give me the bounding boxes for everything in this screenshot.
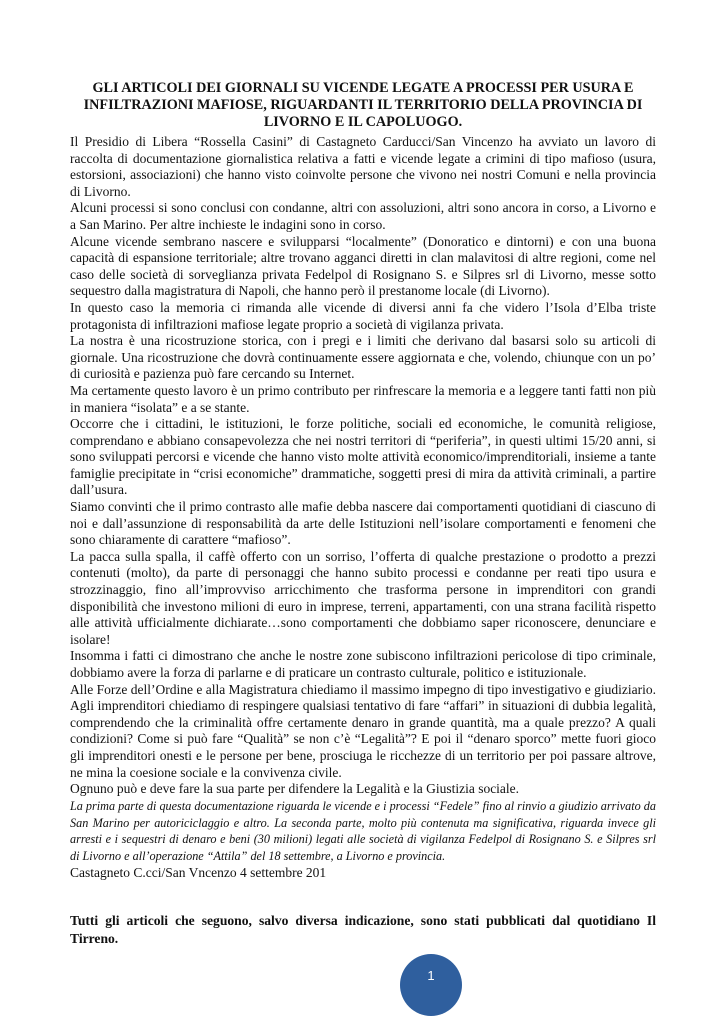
document-title: GLI ARTICOLI DEI GIORNALI SU VICENDE LEGATE A PROCESSI PER USURA E INFILTRAZIONI MAFIOSE, RIGUARDANTI IL TERRITORIO DELLA PROVINCIA DI LIVORNO E IL CAPOLUOGO. bbox=[83, 80, 643, 130]
paragraph: La nostra è una ricostruzione storica, con i pregi e i limiti che derivano dal basarsi solo su articoli di giornale. Una ricostruzione che dovrà continuamente essere aggiornata e che, volendo, chiunque con un po’ di curiosità e pazienza può fare cercando su Internet. bbox=[70, 333, 656, 382]
footer-note: Tutti gli articoli che seguono, salvo diversa indicazione, sono stati pubblicati dal quotidiano Il Tirreno. bbox=[70, 913, 656, 946]
paragraph: La pacca sulla spalla, il caffè offerto con un sorriso, l’offerta di qualche prestazione o prodotto a prezzi contenuti (molto), da parte di personaggi che hanno subito processi e condanne per reati tipo usura e strozzinaggio, fino all’improvviso arricchimento che trasforma persone in imprenditori con grandi disponibilità che investono milioni di euro in imprese, terreni, appartamenti, con una strana facilità rispetto alle attività ufficialmente dichiarate…sono comportamenti che dobbiamo saper riconoscere, denunciare e isolare! bbox=[70, 548, 656, 647]
page-number-badge bbox=[400, 954, 462, 1016]
page-number: 1 bbox=[427, 968, 435, 983]
signature-line: Castagneto C.cci/San Vncenzo 4 settembre 201 bbox=[70, 864, 327, 880]
paragraph: Alcuni processi si sono conclusi con condanne, altri con assoluzioni, altri sono ancora in corso, a Livorno e a San Marino. Per altre inchieste le indagini sono in corso. bbox=[70, 200, 656, 232]
document-body bbox=[70, 134, 656, 798]
paragraph: In questo caso la memoria ci rimanda alle vicende di diversi anni fa che videro l’Isola d’Elba triste protagonista di infiltrazioni mafiose legate proprio a società di vigilanza privata. bbox=[70, 299, 656, 332]
paragraph: Il Presidio di Libera “Rossella Casini” di Castagneto Carducci/San Vincenzo ha avviato un lavoro di raccolta di documentazione giornalistica relativa a fatti e vicende legate a crimini di tipo mafioso (usura, estorsioni, associazioni) che hanno visto coinvolte persone che vivono nei nostri Comuni e nella provincia di Livorno. bbox=[70, 134, 656, 199]
document-page bbox=[70, 80, 656, 882]
paragraph: Alle Forze dell’Ordine e alla Magistratura chiediamo il massimo impegno di tipo investigativo e giudiziario. bbox=[70, 681, 656, 697]
paragraph: Alcune vicende sembrano nascere e svilupparsi “localmente” (Donoratico e dintorni) e con una buona capacità di espansione territoriale; altre trovano agganci diretti in clan malavitosi di altre regioni, come nel caso delle società di sorveglianza privata Fedelpol di Rosignano S. e Silpres srl di Livorno, messe sotto sequestro dalla magistratura di Napoli, che hanno però il prestanome locale (di Livorno). bbox=[70, 233, 656, 299]
italic-note: La prima parte di questa documentazione riguarda le vicende e i processi “Fedele” fino al rinvio a giudizio arrivato da San Marino per autoriciclaggio e altro. La seconda parte, molto più contenuta ma significativa, riguarda invece gli arresti e i sequestri di denaro e beni (30 milioni) legati alle società di vigilanza Fedelpol di Rosignano S. e Silpres srl di Livorno e all’operazione “Attila” del 18 settembre, a Livorno e provincia. bbox=[70, 798, 656, 864]
paragraph: Agli imprenditori chiediamo di respingere qualsiasi tentativo di fare “affari” in situazioni di dubbia legalità, comprendendo che la criminalità offre certamente denaro in grande quantità, ma a quale prezzo? A quali condizioni? Come si può fare “Qualità” se non c’è “Legalità”? E poi il “denaro sporco” mette fuori gioco gli imprenditori onesti e le persone per bene, prosciuga le ricchezze di un territorio per poi passare altrove, ne mina la coesione sociale e la convivenza civile. bbox=[70, 698, 656, 780]
paragraph: Occorre che i cittadini, le istituzioni, le forze politiche, sociali ed economiche, le comunità religiose, comprendano e abbiano consapevolezza che nei nostri territori di “periferia”, in questi ultimi 15/20 anni, si sono sviluppati percorsi e vicende che hanno visto molte attività economico/imprenditoriali, insieme a tante famiglie precipitate in “crisi economiche” drammatiche, soggetti presi di mira da attività criminali, a partire dall’usura. bbox=[70, 416, 656, 498]
paragraph: Insomma i fatti ci dimostrano che anche le nostre zone subiscono infiltrazioni pericolose di tipo criminale, dobbiamo avere la forza di parlarne e di praticare un contrasto culturale, politico e istituzionale. bbox=[70, 648, 656, 680]
paragraph: Ma certamente questo lavoro è un primo contributo per rinfrescare la memoria e a leggere tanti fatti non più in maniera “isolata” e a se stante. bbox=[70, 382, 656, 415]
paragraph: Siamo convinti che il primo contrasto alle mafie debba nascere dai comportamenti quotidiani di ciascuno di noi e dall’assunzione di responsabilità da arte delle Istituzioni nell’isolare comportamenti e fenomeni che sono chiaramente di carattere “mafioso”. bbox=[70, 499, 656, 548]
italic-note-block bbox=[70, 798, 656, 865]
paragraph: Ognuno può e deve fare la sua parte per difendere la Legalità e la Giustizia sociale. bbox=[70, 781, 520, 797]
